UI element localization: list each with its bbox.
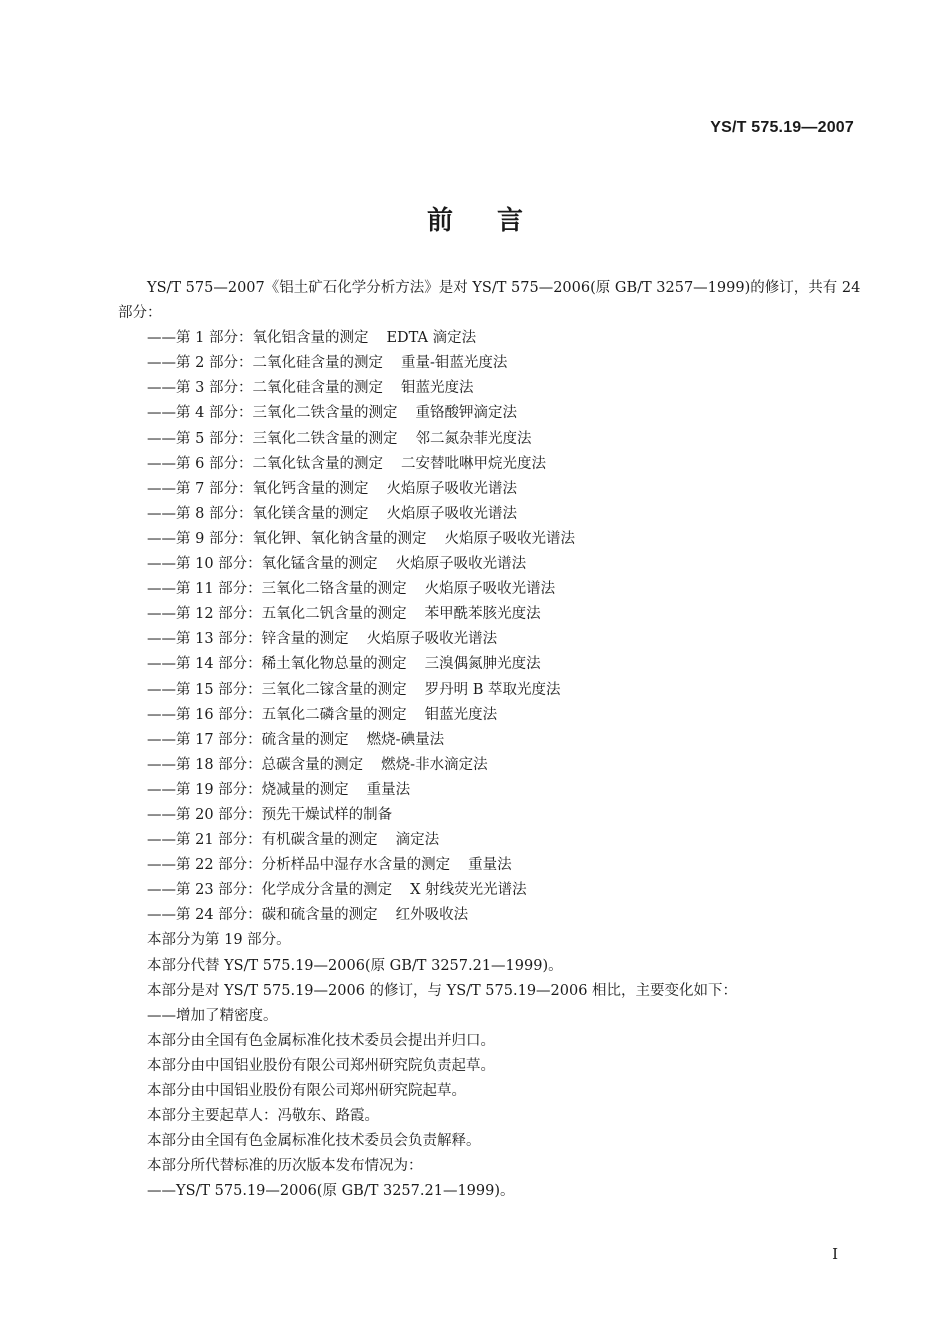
paragraph: 本部分主要起草人：冯敬东、路霞。 bbox=[147, 1108, 379, 1125]
parts-list bbox=[118, 326, 863, 928]
part-method: 钼蓝光度法 bbox=[400, 380, 474, 397]
list-item bbox=[118, 853, 863, 878]
part-method: 火焰原子吸收光谱法 bbox=[386, 480, 517, 497]
part-method: 重量法 bbox=[366, 781, 411, 798]
paragraph: 本部分是对 YS/T 575.19—2006 的修订，与 YS/T 575.19—2006 相比，主要变化如下： bbox=[147, 982, 738, 999]
part-label: ——第 11 部分：三氧化二铬含量的测定 bbox=[147, 581, 407, 598]
paragraph: 本部分所代替标准的历次版本发布情况为： bbox=[147, 1158, 423, 1175]
part-method: 钼蓝光度法 bbox=[424, 706, 498, 723]
part-method: 苯甲酰苯胲光度法 bbox=[424, 606, 541, 623]
part-label: ——第 19 部分：烧减量的测定 bbox=[147, 781, 349, 798]
list-item bbox=[118, 502, 863, 527]
list-item bbox=[118, 326, 863, 351]
list-item bbox=[118, 401, 863, 426]
list-item bbox=[118, 803, 863, 828]
list-item bbox=[118, 878, 863, 903]
part-label: ——第 13 部分：锌含量的测定 bbox=[147, 631, 349, 648]
part-method: 三溴偶氮胂光度法 bbox=[424, 656, 541, 673]
part-label: ——第 14 部分：稀土氧化物总量的测定 bbox=[147, 656, 407, 673]
part-method: 火焰原子吸收光谱法 bbox=[444, 530, 575, 547]
paragraph: 本部分为第 19 部分。 bbox=[147, 932, 291, 949]
paragraph: ——YS/T 575.19—2006(原 GB/T 3257.21—1999)。 bbox=[147, 1183, 515, 1200]
part-label: ——第 17 部分：硫含量的测定 bbox=[147, 731, 349, 748]
paragraphs bbox=[118, 928, 863, 1204]
foreword-body bbox=[118, 276, 863, 1204]
part-label: ——第 20 部分：预先干燥试样的制备 bbox=[147, 806, 393, 823]
list-item bbox=[118, 778, 863, 803]
part-method: 燃烧-非水滴定法 bbox=[381, 756, 488, 773]
list-item bbox=[118, 652, 863, 677]
part-label: ——第 23 部分：化学成分含量的测定 bbox=[147, 882, 393, 899]
part-method: 滴定法 bbox=[395, 832, 440, 849]
list-item bbox=[118, 552, 863, 577]
list-item bbox=[118, 351, 863, 376]
paragraph: ——增加了精密度。 bbox=[147, 1007, 278, 1024]
list-item bbox=[118, 577, 863, 602]
standard-number: YS/T 575.19—2007 bbox=[710, 119, 854, 136]
paragraph: 本部分代替 YS/T 575.19—2006(原 GB/T 3257.21—1999)。 bbox=[147, 957, 563, 974]
part-label: ——第 10 部分：氧化锰含量的测定 bbox=[147, 556, 378, 573]
list-item bbox=[118, 903, 863, 928]
part-label: ——第 4 部分：三氧化二铁含量的测定 bbox=[147, 405, 398, 422]
paragraph: 本部分由中国铝业股份有限公司郑州研究院起草。 bbox=[147, 1083, 466, 1099]
paragraph: 本部分由全国有色金属标准化技术委员会提出并归口。 bbox=[147, 1032, 495, 1049]
part-label: ——第 16 部分：五氧化二磷含量的测定 bbox=[147, 706, 407, 723]
paragraph: 本部分由全国有色金属标准化技术委员会负责解释。 bbox=[147, 1133, 481, 1150]
list-item bbox=[118, 828, 863, 853]
part-label: ——第 18 部分：总碳含量的测定 bbox=[147, 756, 364, 773]
paragraph: 本部分由中国铝业股份有限公司郑州研究院负责起草。 bbox=[147, 1057, 495, 1074]
list-item bbox=[118, 703, 863, 728]
list-item bbox=[118, 627, 863, 652]
list-item bbox=[118, 427, 863, 452]
list-item bbox=[118, 678, 863, 703]
part-label: ——第 1 部分：氧化铝含量的测定 bbox=[147, 330, 369, 347]
part-label: ——第 2 部分：二氧化硅含量的测定 bbox=[147, 355, 383, 372]
part-method: 重铬酸钾滴定法 bbox=[415, 405, 517, 422]
part-method: 燃烧-碘量法 bbox=[366, 731, 445, 748]
part-label: ——第 22 部分：分析样品中湿存水含量的测定 bbox=[147, 857, 451, 874]
part-label: ——第 6 部分：二氧化钛含量的测定 bbox=[147, 455, 383, 472]
part-method: 二安替吡啉甲烷光度法 bbox=[400, 455, 546, 472]
list-item bbox=[118, 376, 863, 401]
part-label: ——第 24 部分：碳和硫含量的测定 bbox=[147, 907, 378, 924]
part-method: 重量法 bbox=[468, 857, 512, 874]
page-number: I bbox=[832, 1245, 838, 1263]
part-label: ——第 7 部分：氧化钙含量的测定 bbox=[147, 480, 369, 497]
part-method: 红外吸收法 bbox=[395, 907, 469, 924]
list-item bbox=[118, 452, 863, 477]
part-method: 邻二氮杂菲光度法 bbox=[415, 430, 532, 447]
intro-paragraph: YS/T 575—2007《铝土矿石化学分析方法》是对 YS/T 575—2006(原 GB/T 3257—1999)的修订，共有 24 部分： bbox=[118, 280, 861, 322]
part-method: 火焰原子吸收光谱法 bbox=[395, 556, 527, 573]
part-label: ——第 3 部分：二氧化硅含量的测定 bbox=[147, 380, 383, 397]
part-method: 重量-钼蓝光度法 bbox=[400, 355, 508, 372]
part-label: ——第 8 部分：氧化镁含量的测定 bbox=[147, 505, 369, 522]
part-method: 罗丹明 B 萃取光度法 bbox=[424, 681, 561, 698]
page-title: 前言 bbox=[426, 206, 567, 236]
part-label: ——第 12 部分：五氧化二钒含量的测定 bbox=[147, 606, 407, 623]
list-item bbox=[118, 753, 863, 778]
part-method: 火焰原子吸收光谱法 bbox=[424, 581, 556, 598]
part-method: 火焰原子吸收光谱法 bbox=[386, 505, 517, 522]
list-item bbox=[118, 527, 863, 552]
part-label: ——第 5 部分：三氧化二铁含量的测定 bbox=[147, 430, 398, 447]
part-label: ——第 21 部分：有机碳含量的测定 bbox=[147, 832, 378, 849]
list-item bbox=[118, 477, 863, 502]
part-method: 火焰原子吸收光谱法 bbox=[366, 631, 498, 648]
part-method: X 射线荧光光谱法 bbox=[410, 882, 527, 899]
part-label: ——第 9 部分：氧化钾、氧化钠含量的测定 bbox=[147, 530, 427, 547]
list-item bbox=[118, 602, 863, 627]
part-label: ——第 15 部分：三氧化二镓含量的测定 bbox=[147, 681, 407, 698]
list-item bbox=[118, 728, 863, 753]
part-method: EDTA 滴定法 bbox=[386, 330, 477, 347]
